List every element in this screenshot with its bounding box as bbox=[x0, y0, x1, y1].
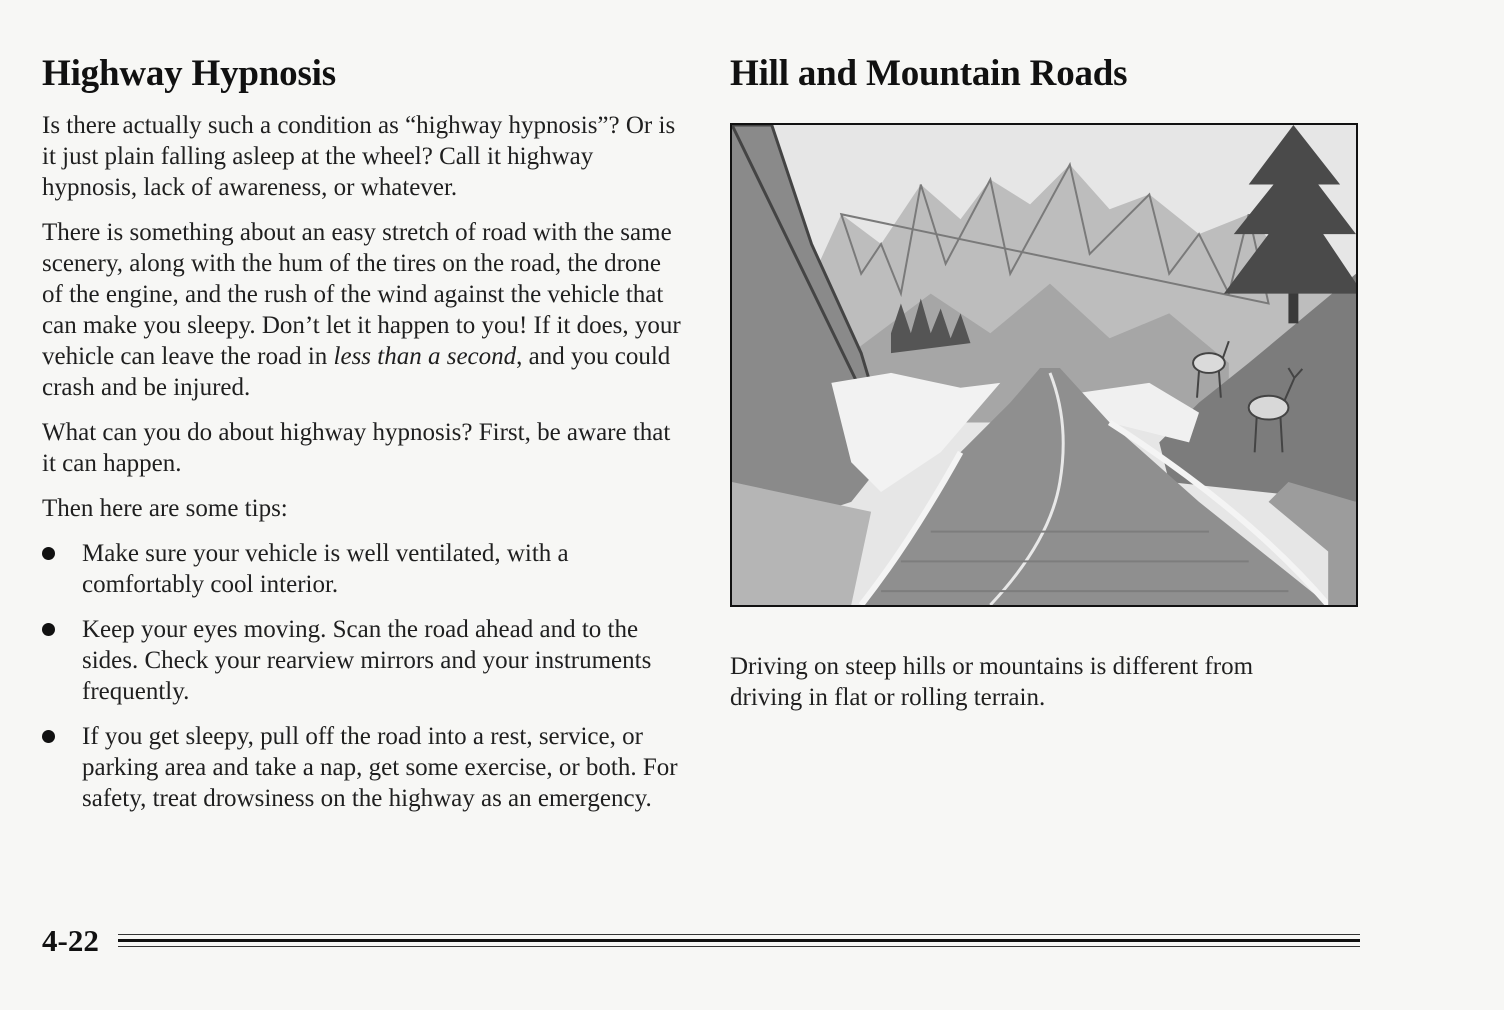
footer-rule-main bbox=[118, 939, 1360, 942]
paragraph-intro: Is there actually such a condition as “highway hypnosis”? Or is it just plain falling asleep at the wheel? Call it highway hypnosis, lack of awareness, or whatever. bbox=[42, 112, 676, 201]
paragraph-scenery-emphasis: less than a second bbox=[333, 343, 517, 370]
tip-text: Make sure your vehicle is well ventilated, with a comfortably cool interior. bbox=[82, 540, 569, 598]
paragraph-what-can-you-do: What can you do about highway hypnosis? First, be aware that it can happen. bbox=[42, 419, 671, 477]
footer-rule-bottom bbox=[118, 946, 1360, 947]
paragraph-scenery-text-1: There is something about an easy stretch of road with the same scenery, along with the hum of the tires on the road, the drone of the engine, and the rush of the wind against the vehicle that can make you sleepy. Don’t let it happen to you! If it does, your vehicle can leave the road in bbox=[42, 219, 681, 370]
footer-rule-top bbox=[118, 934, 1360, 935]
caption-hill-driving: Driving on steep hills or mountains is different from driving in flat or rolling terrain. bbox=[730, 653, 1254, 711]
bullet-icon bbox=[42, 730, 55, 743]
page-footer bbox=[42, 922, 1360, 962]
page-number: 4-22 bbox=[42, 923, 99, 958]
tip-text: Keep your eyes moving. Scan the road ahead and to the sides. Check your rearview mirrors and your instruments frequently. bbox=[82, 616, 652, 705]
tip-text: If you get sleepy, pull off the road into a rest, service, or parking area and take a nap, get some exercise, or both. For safety, treat drowsiness on the highway as an emergency. bbox=[82, 723, 678, 812]
right-column bbox=[730, 52, 1370, 727]
tips-list bbox=[42, 538, 687, 814]
heading-highway-hypnosis: Highway Hypnosis bbox=[42, 53, 336, 94]
paragraph-tips-intro: Then here are some tips: bbox=[42, 495, 288, 522]
mountain-road-illustration bbox=[730, 123, 1358, 607]
paragraph-scenery-text-2: , and you could crash and be injured. bbox=[42, 343, 671, 401]
bullet-icon bbox=[42, 623, 55, 636]
paragraph-scenery bbox=[42, 217, 687, 403]
mountain-road-icon bbox=[732, 125, 1356, 605]
bullet-icon bbox=[42, 547, 55, 560]
tip-item bbox=[42, 614, 687, 707]
left-column bbox=[42, 52, 687, 828]
tip-item bbox=[42, 538, 687, 600]
tip-item bbox=[42, 721, 687, 814]
heading-hill-mountain-roads: Hill and Mountain Roads bbox=[730, 53, 1128, 94]
